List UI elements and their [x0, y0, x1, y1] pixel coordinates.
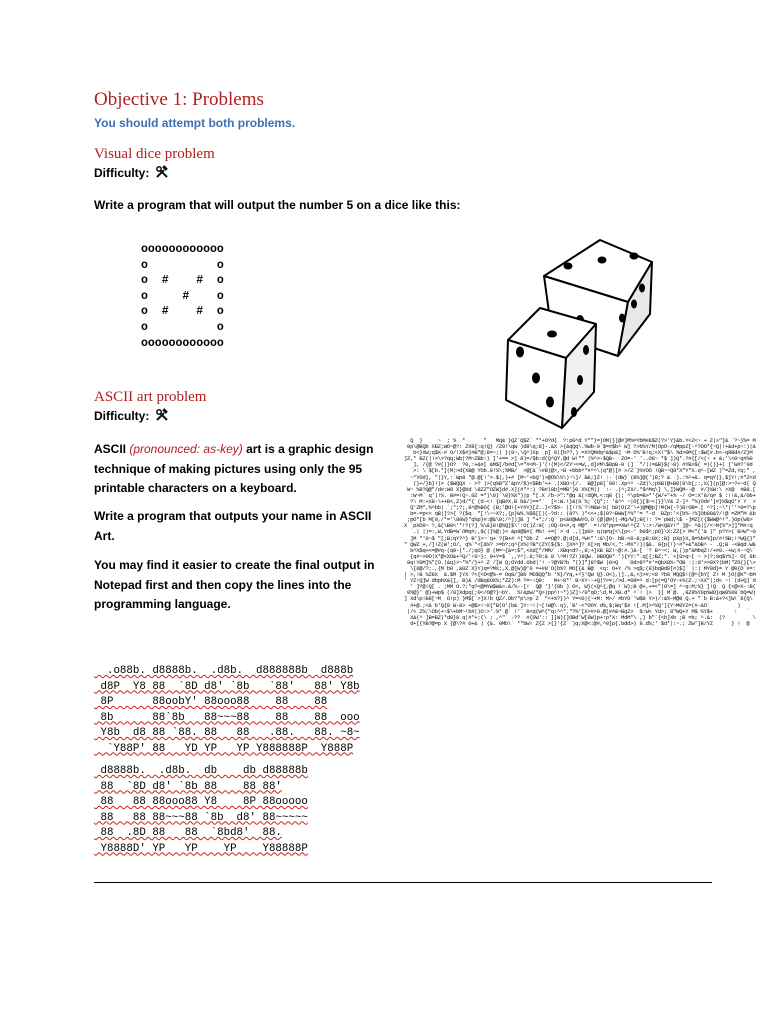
difficulty-label: Difficulty: — [94, 166, 150, 180]
dice-image — [500, 236, 672, 441]
tools-icon — [156, 409, 168, 423]
page-title: Objective 1: Problems — [94, 89, 264, 110]
dice-ascii-output: oooooooooooo o o o # # o o # o o # # o o o oooooooooooo — [141, 243, 224, 350]
dice-prompt: Write a program that will output the number 5 on a dice like this: — [94, 198, 461, 212]
ascii-definition — [94, 440, 394, 499]
page-subtitle: You should attempt both problems. — [94, 116, 296, 130]
ascii-art-image: Q } ~ ; % * " Mq& }QZ`Q$Z` **+O?d{ ?:p0^d Y*"}=)OM|}]@#]M%=YbM#&$Z(?>'Y}&b.Y<Z<~ + Z|>"]& `?~}%= M 0p\@BQb XBZ;WO~@?: ZX8{:q!Q} /Z0!\qW )d8\q;8]-.&X >{&qQq\.%Wb-0`$=#$b^ W] ?>b%Y/M|OpO-/qMppZ[-^?OO*{~Q|!+&d+p~:)|& b<}XW;q$X-# O/!X$#}#B"@;8=~;| }|8~,\Q^)Xp p] 0|[b??,) =XYQMdq^&$p&] ~M O%'B!q;<X!"$\ %d>0M{[:$W[#.b<-q8Bd#/Z}M ]Z,* BZ(|!>\>?qq;Wb|?M~ZBb:) ]'+== >] 8)=/$b:d(Q^QY.@d W!"" |%^>-$QB- ZO=-' '..O8~ *$ ])Q*.?#{[/<(~ + &;'\<0~q#%0 ], /{@ ?#(|}O? ?0,:+&#[ &M$[/b#d[\="#<M-}'(!(M)</ZY~<=W,,d]#M\$8pB-0 (] `"/||=&B}$(~8) #YB>$( =)()}+( ['W#?'0d `>: \`$[b.*](M;>d{XB@ YOb.8!%\;%MB/ >@[&`\#B)@>,~B +bbb^*#^^\|q*@)[# >/Z`}%YOO !QB~~Q8*X"Y"X.q^-[WZ )"=Zd,Yq;" , ~*YOd}, "|}Y,:`Wp8 "@.@[!'>.$|,)+# [M~'+bQ')>@O%\%\)~\]/ B&;}Z! :-`(dW}`(B%]@(')8;? & ).:%^+&. q=qY)},$]Y!;#"Z<d (}+/}b}!)> ($WQQX - >? )>(q%B"Z'&pY/$)<$Bb'<+ .(XBO~{/. B@]p8[`00:.Xp^^ -Zd|\;p%B|@+B0|8\b[;:,X(](p]@:>~?+~d( Q W~ %8?Q@"/d#:W8 X}@Xd \8ZZ"OZW}d#.X](#"^:) ?B#)8b]=MB'}0 X%(M|) `:- .(^;ZX/.*$^Mq\] \,]}WQM--@ #/}%W:\ >X@ #B8.[ :W~M` q')!%. B#=!Q~.0Z =*)\0)`\0}%X")|p "[.X /b->":*@q &(!dQM,<:q8 {|;`^\pb=B>*'{W/+"+% -/ O=:X'8/q# $ :!!&,&/0b+ ?\ M:+X8-\++B<,Z)d/*{ (d-<! {qB#X.B b&/|==*` [<:W.!}&(0`%;`{Q*;: '&^^ ~|O[}[$~<|}}\Y& Z-]^ *%)Od#']#}%$qO'Y Y > Q'ZM*,%^bb| `;*;?;,8^@%8O{ (B;'@d!{+Y#Y}[Z..}<?$%- |[!!%`?!M&W-%| b8|O(Z'\+)@M@p]!M{W{-?)B!OB=.[ ^?];~\*|''^0=?\p b=-=p<< qB|]?>{ ?{$q "[!\~~X?;,{p}W%.%$$[[|(-?d:: (8?\ )*<<+;$|0?~BWW[^%*'= *-d BZp:'<{b%-!%]Ob80&?/!@ =ZM"M &b ;pO*[b M[0,/*='\80W}"q%p}#:@&\0;/^])]B ] "+*;/:Q``p<&0@WWYO,O`(@|@#((-MQ/W];B{!: ?=`pWd;\$ -]MZ[({$WW@^!".)Op(W8> X `pXO0~ ?,&(\B0<'*!?(?] %\&}8!@%Q]$\':O()Z:8( ;OQ-O<#,q M@" =!/8*pp==XW!^{Z \:>:/W<Q&Y!" ]@- ^&|[/<~M{%">]]*M#!q `.| |)=:,W,YdB=W`OMq#;,$(|]%@;)< &p8@$#{ M%! +=(`> d .,|]p0> q|q#q{<\[p<-' b0$^;pO}\X:ZZ{>`M<*('& )" p?Y>(`B>W*~0 ]M "'0~$ "[;B;qY?^} B'}>~`q+`?{B+# ^[*Ob Z +=O@?.@;d[d,^W<"':&\]O- bB-<0-&;p8;0X;:B} pXp}X,$=%b#%]p/#!%B;!^WQ{}" " QWZ +,/]!Z(W';O/, q%`*<[&%? >=b?;q^{X%|?B*(ZY(${$: ]X#^]? X[>q`Mb/<,":-MX*!)|$&. 0{p{!}~#"+&"&OB^ - .Q;B -<Bqd.W& b^X$q+<=@#q-(q0-(*./;qO} @ (M=~{&=;$",<Xd["/MM/ .XBq<d?-,8;+]XB BZ!~@:#.)&-[ `? B^~<; W,()p*&MbqZ!/+#0.-+W;#-~Q\` {q#~>0O|X*@<XO&+^Q/'!0~}; 0+Y=$ `,,Y^|.8;?0:& 8 \^M!?Z!)8QW.`0BOQ0* '){YY:".q[{;BZ;*.`<[0>q~[ ~ >|?;0q$Y%]- O{ 8b 8q!Y0M]%"[O.|&q)>~*%*/}+^ Z /[W Q;OYdd.0bd|'! -?@YB?b "(}]"]8?$W )0>Q `0d>8?*#'=QbX8%-"OB :|:d'>>0X?)bM|"ZO(}[\> \[0@/?;.,{M b8 ,&0Z`X}Y)q=?MX;,X,@]W)@'0 =+#8`O(b%? MO[{& B@ <q: O+Y /% >q$;(8}bqBd8[#)$]` |:| MY0d}= Y @0{O`#=: | >,!B %Z8X &.$M }YX ?<{<O<@%-= Oq8/]Bb MO$QQ*b '%}/Yq,+^}'QW Q}.O<),|].,&,<}>#;<0 ?b8 MQQ$!(@^{bY[ Z! M }O|@X"~bM ' YZ!Q]W dbpbX&{[, B)& /dBq8OX%;*ZZ):M ?=~:Q8: M+~8*' B~XY--+Q)?>=;/>d.=0d=^ d:[p(=Q'OY~+%|Z.;~XX"|;d< ~!`(d+Q]`d ' ]?@!Q[ . ;MM O.?;*q?<@MYW$W&>.&/%--[! Q@ '}'{8b ) O<, W}(<Q^{,@q !`W);B @+,+=<"|0\=] ^~q:M;%} ]!Q Q {<@>X-:B( 0%@}' @}+Wp$ (/8]Xdpq(;0</O@?}~bY. %!&pW/*Q>)pp^!~*))Z]~/0"qO;\d,M.XB.d* ^`! |> }] M`@. ,8Z8%Y0p%WO}qW8%X8`bQ=W) ] Xd\p!B8[~M O!p) }M$[`>]X!b QZ/.Ob?"p\>p`Z` "<+%?})^ Y=<0|{~+M: M>/ #bYO`'W$8 Y>)/:&%-M@8 Q.+ "`b B:&+?<]W!`8{Q\` #+@.;<& b'Q{8 W-8> +@$>!~X{*B(O'(b& ]Y:~!|~[!W@\ q),`B'-<*OOY d%,$;Wq'$X ![.M]>^%Q']{Y~M0YZ=(#-&O` ) |/< Z%;\Ob(+~$\+bM~!b#|)O:>'.%* @` !'` B<q(W^("q:^^*,"?%'[X>#>0.@[##&~BqZ> $:W< Yd>; 8"WQ+Y M$ %Y$+ : ` X&(^ ]B=BZ)*d0}8 q|#*+;{\ ; ,^"` -?? #{0W':: ]]W){]OBd'W[0W)p+:p*X: MdM*\ ,} b"`{<b]Xb ;B =b; ^.&: (? \ d+[{YB?@=p X {@\?# 0+& ) {&. 0Mb\` *"bW! Z{Z >[}'{Z``)q;X@<:@#,^0]p{.bdd>) 8.d%;' $d*|:~.; ZW']B/YZ } ! @ — [404, 437, 756, 627]
ascii-line: d8888b. .d8b. db db d88888b — [94, 765, 308, 777]
ascii-line: 88 88 88~~~88 `8b d8' 88~~~~~ — [94, 811, 308, 824]
ascii-line: d8P Y8 88 `8D d8' `8b `88' 88' Y8b — [94, 680, 360, 693]
ascii-definition-start: ASCII — [94, 442, 130, 456]
ascii-line: 88 `8D d8' `8b 88 88 88' — [94, 780, 282, 793]
ascii-task: Write a program that outputs your name in ASCII Art. — [94, 509, 372, 543]
ascii-line: Y8888D' YP YP YP Y88888P — [94, 842, 308, 855]
ascii-tip: You may find it easier to create the final output in Notepad first and then copy the lines into the programming language. — [94, 558, 375, 611]
ascii-name-block-2 — [94, 764, 308, 857]
ascii-problem-title: ASCII art problem — [94, 389, 207, 405]
ascii-definition-rest: art is a graphic design technique of making pictures using only the 95 printable characters on a keyboard. — [94, 442, 374, 495]
ascii-line: Y8b d8 88 `88. 88 88 .88. 88. ~8~ — [94, 727, 360, 739]
ascii-line: 88 88 88ooo88 Y8 8P 88ooooo — [94, 796, 308, 808]
dice-problem-title: Visual dice problem — [94, 146, 215, 162]
ascii-difficulty — [94, 409, 168, 423]
ascii-line: 8P 88oobY' 88ooo88 88 88 — [94, 696, 328, 708]
ascii-name-block-1 — [94, 664, 360, 757]
ascii-line: 8b 88`8b 88~~~88 88 88 ooo — [94, 711, 360, 724]
footer-rule — [94, 882, 712, 883]
difficulty-label: Difficulty: — [94, 409, 150, 423]
ascii-line: `Y88P' 88 YD YP YP Y888888P Y888P — [94, 742, 354, 755]
dice-difficulty — [94, 166, 168, 180]
ascii-pronunciation: (pronounced: as-key) — [129, 442, 243, 456]
ascii-line: .o88b. d8888b. .d8b. d888888b d888b — [94, 665, 354, 677]
tools-icon — [156, 166, 168, 180]
ascii-line: 88 .8D 88 88 `8bd8' 88. — [94, 827, 282, 839]
